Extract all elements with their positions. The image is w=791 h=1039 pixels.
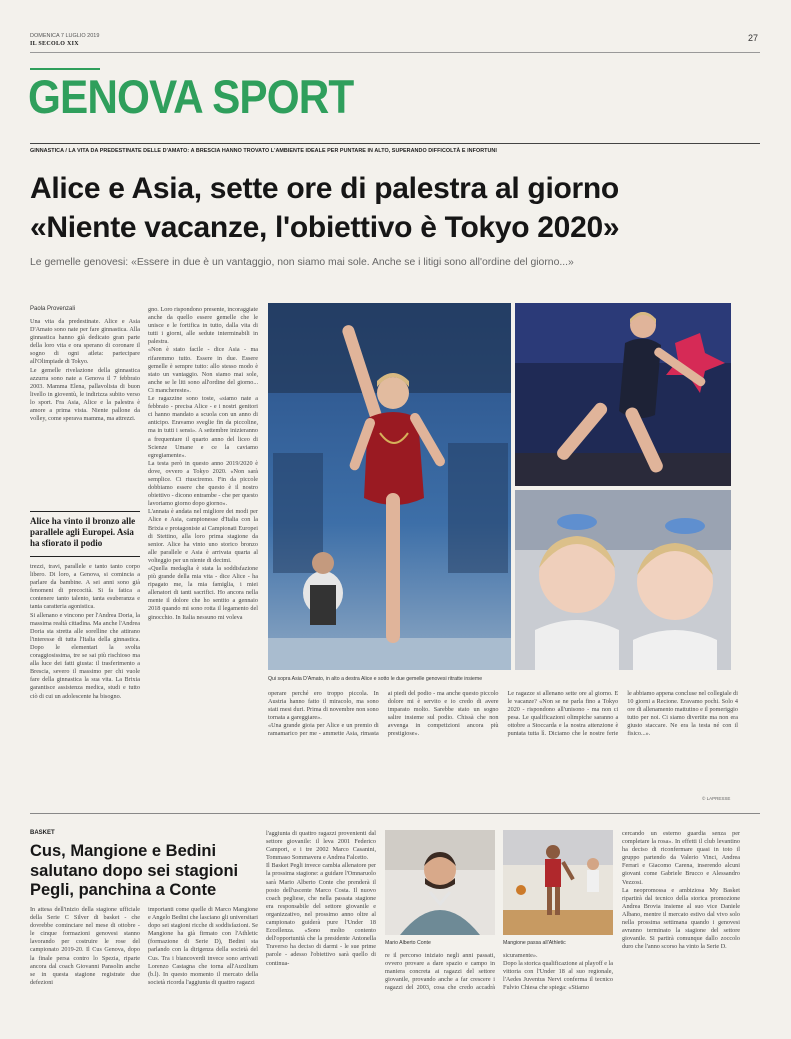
byline: Paola Provenzali — [30, 306, 76, 312]
kicker-rule — [30, 143, 760, 144]
photo-mangione — [503, 830, 613, 935]
photo-conte — [385, 830, 495, 935]
header-date: DOMENICA 7 LUGLIO 2019 — [30, 33, 100, 39]
basketball-game-photo — [503, 830, 613, 935]
coach-portrait-photo — [385, 830, 495, 935]
article-kicker: GINNASTICA / LA VITA DA PREDESTINATE DELLE D'AMATO: A BRESCIA HANNO TROVATO L'AMBIENTE IDEALE PER PUNTARE IN ALTO, SUPERANDO DIFFICOLTÀ E INFORTUNI — [30, 148, 497, 154]
basket-col1: In attesa dell'inizio della stagione ufficiale della Serie C Silver di basket - che dovrebbe cominciare nel mese di ottobre - le cinque formazioni genovesi stanno lavorando per costruire le rose del campionato 2019-20. Il Cus Genova, dopo la finale persa contro lo Spezia, riparte ancora dal coach Giovanni Pansolin anche se in questa stagione registrate due defezioni — [30, 906, 140, 986]
basket-col5: cercando un esterno guardia senza per completare la rosa». In effetti il club levantino ha deciso di riconfermare quasi in toto il gruppo partendo da Valerio Vinci, Andrea Ferrari e Giacomo Carena, inserendo alcuni giovani come Gabriele Brucco e Alessandro Vezzosi. La neopromossa e ambiziosa My Basket ripartirà dal tecnico della storica promozione Andrea Brovia insieme al suo vice Daniele Albano, mentre il mercato estivo dal vivo solo nella prossima settimana quando i genovesi avranno terminato la stagione del settore giovanile. Si partirà comunque dallo zoccolo duro che l'anno scorso ha vinto la Serie D. — [622, 830, 740, 951]
article-col1b: trezzi, travi, parallele e tanto tanto corpo libero. Di loro, a Genova, si comincia a parlare da bambine. A sei anni sono già fenomeni di precocità. Si fa fatica a contenere tanto talento, tanta esuberanza e tanta caratteria agonistica. Si allenano e vincono per l'Andrea Doria, la massima realtà cittadina. Ma anche l'Andrea Doria sta stretta alle sorelline che attirano l'interesse di tutta l'Italia della ginnastica. Dopo le elementari la svolta coraggiosissima, tre se sai più rischioso ma alla luce dei fatti giusta: il trasferimento a Brescia, severo il massimo per chi vuole fare della ginnastica la sua vita. La Brixia garantisce assistenza medica, studi e tutto ciò di cui un adolescente ha bisogno. — [30, 563, 140, 700]
gymnast-bars-photo — [515, 303, 731, 486]
basket-headline: Cus, Mangione e Bedini salutano dopo sei stagioni Pegli, panchina a Conte — [30, 842, 239, 899]
photo-caption: Qui sopra Asia D'Amato, in alto a destra Alice e sotto le due gemelle genovesi ritratte insieme — [268, 676, 483, 682]
caption-conte: Mario Alberto Conte — [385, 940, 431, 946]
photo-credit: © LAPRESSE — [702, 796, 731, 801]
section-title: GENOVA SPORT — [28, 70, 354, 123]
photo-twins — [515, 490, 731, 670]
article-col1: Una vita da predestinate. Alice e Asia D'Amato sono nate per fare ginnastica. Alla ginnastica hanno già dedicato gran parte della loro vita e ora sperano di coronare il sogno di ogni atleta: partecipare all'Olimpiade di Tokyo. Le gemelle rivelazione della ginnastica azzurra sono nate a Genova il 7 febbraio 2003. Mamma Elena, pallavolista di buon livello in gioventù, le indirizza subito verso lo sport. Fra Asia, Alice e la palestra è amore a prima vista. Niente pallone da volley, come sperava mamma, ma attrezzi. — [30, 318, 140, 423]
photo-asia — [268, 303, 511, 670]
gymnast-split-photo — [268, 303, 511, 670]
page-number: 27 — [748, 33, 759, 43]
twins-portrait-photo — [515, 490, 731, 670]
basket-col4: re il percorso iniziato negli anni passati, ovvero provare a dare spazio e campo in maniera concreta ai ragazzi del settore giovanile, provando anche a far crescere i ragazzi del 2003, cosa che credo accadrà sicuramente». Dopo la storica qualificazione ai playoff e la vittoria con l'Under 18 al suo regionale, l'Aedes Juventus Nervi conferma il tecnico Fulvio Chiesa che spiega: «Stiamo — [385, 952, 613, 992]
caption-mangione: Mangione passa all'Athletic — [503, 940, 566, 946]
pullquote-rule-bottom — [30, 556, 140, 557]
photo-alice — [515, 303, 731, 486]
pullquote-rule-top — [30, 511, 140, 512]
subheadline: Le gemelle genovesi: «Essere in due è un vantaggio, non siamo mai sole. Anche se i litigi sono all'ordine del giorno...» — [30, 257, 574, 268]
basket-kicker: BASKET — [30, 830, 55, 836]
headline-line2: «Niente vacanze, l'obiettivo è Tokyo 2020» — [30, 211, 620, 244]
pullquote: Alice ha vinto il bronzo alle parallele agli Europei. Asia ha sfiorato il podio — [30, 516, 136, 548]
header-paper: IL SECOLO XIX — [30, 41, 79, 47]
section-divider — [30, 813, 760, 814]
article-col2: gno. Loro rispondono presente, incoraggiate anche da quello essere gemelle che le unisce e le fortifica in tutto, dalla vita di tutti i giorni, alle sedute interminabili in palestra. «Non è stato facile - dice Asia - ma rifaremmo tutto. Essere in due. Essere gemelle è sempre tutto: allo stesso modo è stato un vantaggio. Non siamo mai sole, anche se le liti sono all'ordine del giorno... Ci manchereste». Le ragazzine sono toste, «siamo nate a febbraio - precisa Alice - e i nostri genitori ci hanno mandato a scuola con un anno di anticipo. Eravamo sveglie fin da piccoline, ma in tutti i sensi». A settembre inizieranno a frequentare il quarto anno del liceo di Scienze Umane e ce la caviamo egregiamente». La testa però in questo anno 2019/2020 è dove, ovvero a Tokyo 2020. «Non sarà semplice. Ci riusciremo. Fin da piccole dobbiamo essere che questo è il nostro obiettivo - dicono entrambe - che per questo lavoriamo giorno dopo giorno». L'annata è andata nel migliore dei modi per Alice e Asia, campionesse d'Italia con la Brixia e protagoniste ai Campionati Europei di Stettino, alla loro prima stagione da senior. Alice ha vinto uno storico bronzo alle parallele e Asia è arrivata quarta al volteggio per un niente di decimi. «Quella medaglia è stata la soddisfazione più grande della mia vita - dice Alice - ha ripagato me, la mia famiglia, i miei allenatori di tanti sacrifici. Ho ancora nella mente il dolore che ho sentito a gennaio 2018 quando mi sono rotta il legamento del ginocchio. In Italia nessuno mi voleva — [148, 306, 258, 621]
article-col3: operare perché ero troppo piccola. In Austria hanno fatto il miracolo, ma sono stati mesi duri. Prima di novembre non sono tornata a gareggiare». «Una grande gioia per Alice e un premio di ramamarico per me - ammette Asia, rimasta ai piedi del podio - ma anche questo piccolo dolore mi è servito e io credo di avere imparato molto. Sarebbe stato un sogno salire insieme sul podio. Chissà che non avvenga in competizioni ancora più prestigiose». Le ragazze si allenano sette ore al giorno. E le vacanze? «Non se ne parla fino a Tokyo 2020 - rispondono all'unisono - ma non ci pesa. Le qualificazioni olimpiche saranno a ottobre a Stoccarda e la nostra attenzione è puntata tutta lì. Diciamo che le nostre ferie le abbiamo appena concluse nel collegiale di 10 giorni a Recione. Eravamo pochi. Solo 4 ore di allenamento mattutino e il pomeriggio tutto per noi. Ci siamo divertite ma non era giusto staccare. Ne era la testa né con il fisico...». — [268, 690, 738, 738]
header-rule — [30, 52, 760, 53]
basket-col2: importanti come quelle di Marco Mangione e Angelo Bedini che lasciano gli universitari dopo sei stagioni ricche di soddisfazioni. Se Mangione ha già firmato con l'Athletic (formazione di Serie D), Bedini sta parlando con la dirigenza della società del Cus. Tra i biancoverdi invece sono arrivati Lorenzo Castagna che torna all'Auxilium (b.l). In questo momento il mercato della società ricorda l'aggiunta di quattro ragazzi — [148, 906, 258, 986]
basket-col3: l'aggiunta di quattro ragazzi provenienti dal settore giovanile: il leva 2001 Federico Campori, e i tre 2002 Marco Casanini, Tommaso Sommavera e Andrea Falcetto. Il Basket Pegli invece cambia allenatore per la prossima stagione: a guidare l'Omnaruolo sarà Mario Alberto Conte che prenderà il posto dell'uscente Marco Costa. Il nuovo coach pegliese, che nella passata stagione era responsabile del settore giovanile e organizzativo, nel prossimo anno oltre al campionato guiderà pure l'Under 18 Eccellenza. «Sono molto contento dell'opportunità che la presidente Antonella Traverso ha deciso di darmi - le sue prime parole - adesso l'obiettivo sarà quello di continua- — [266, 830, 376, 967]
headline-line1: Alice e Asia, sette ore di palestra al giorno — [30, 172, 619, 205]
